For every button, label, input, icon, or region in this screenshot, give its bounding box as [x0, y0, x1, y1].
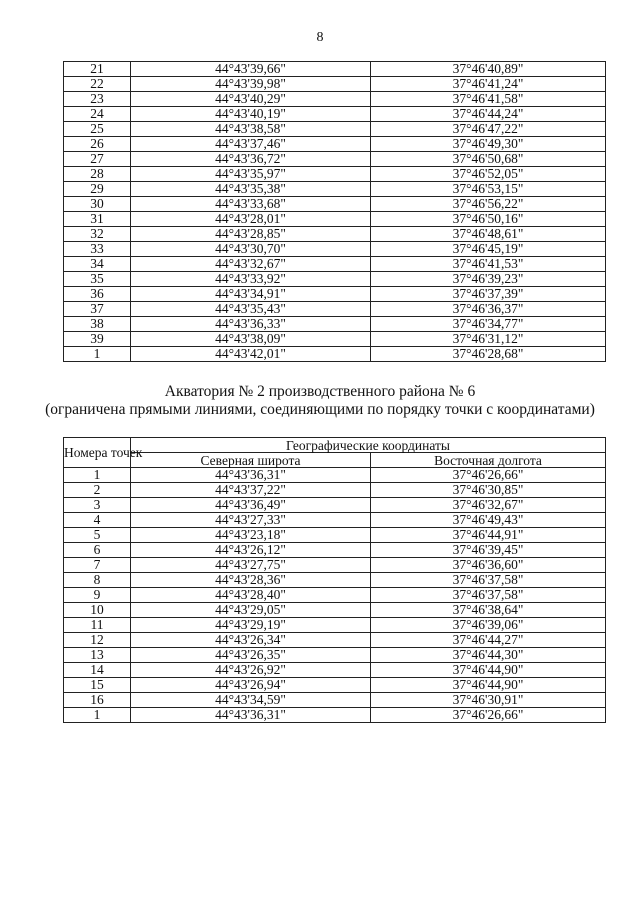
table-row: [64, 317, 606, 332]
latitude-cell: 44°43'33,92": [131, 272, 371, 287]
section-title: Акватория № 2 производственного района № 6: [164, 383, 476, 400]
latitude-cell: 44°43'35,38": [131, 182, 371, 197]
table-row: [64, 543, 606, 558]
longitude-cell: 37°46'30,85": [371, 483, 606, 498]
point-number-cell: 5: [64, 528, 131, 543]
longitude-cell: 37°46'30,91": [371, 693, 606, 708]
longitude-cell: 37°46'39,45": [371, 543, 606, 558]
coordinates-table-1: [63, 61, 606, 362]
longitude-cell: 37°46'52,05": [371, 167, 606, 182]
table-row: [64, 678, 606, 693]
latitude-cell: 44°43'30,70": [131, 242, 371, 257]
longitude-cell: 37°46'49,43": [371, 513, 606, 528]
latitude-cell: 44°43'28,40": [131, 588, 371, 603]
point-number-cell: 16: [64, 693, 131, 708]
longitude-cell: 37°46'39,06": [371, 618, 606, 633]
table-row: [64, 693, 606, 708]
header-east-longitude: Восточная долгота: [371, 453, 606, 468]
coordinates-table-1-body: [64, 62, 606, 362]
point-number-cell: 37: [64, 302, 131, 317]
point-number-cell: 1: [64, 468, 131, 483]
longitude-cell: 37°46'44,24": [371, 107, 606, 122]
longitude-cell: 37°46'50,68": [371, 152, 606, 167]
point-number-cell: 13: [64, 648, 131, 663]
longitude-cell: 37°46'44,91": [371, 528, 606, 543]
latitude-cell: 44°43'34,91": [131, 287, 371, 302]
latitude-cell: 44°43'42,01": [131, 347, 371, 362]
table-row: [64, 708, 606, 723]
point-number-cell: 4: [64, 513, 131, 528]
longitude-cell: 37°46'49,30": [371, 137, 606, 152]
latitude-cell: 44°43'27,75": [131, 558, 371, 573]
table-row: [64, 483, 606, 498]
point-number-cell: 24: [64, 107, 131, 122]
longitude-cell: 37°46'47,22": [371, 122, 606, 137]
page-number: 8: [316, 30, 324, 45]
longitude-cell: 37°46'45,19": [371, 242, 606, 257]
table-row: [64, 663, 606, 678]
longitude-cell: 37°46'40,89": [371, 62, 606, 77]
table-row: [64, 257, 606, 272]
latitude-cell: 44°43'36,49": [131, 498, 371, 513]
table-row: [64, 468, 606, 483]
point-number-cell: 1: [64, 347, 131, 362]
table-row: [64, 633, 606, 648]
point-number-cell: 7: [64, 558, 131, 573]
longitude-cell: 37°46'44,30": [371, 648, 606, 663]
longitude-cell: 37°46'31,12": [371, 332, 606, 347]
table-row: [64, 573, 606, 588]
latitude-cell: 44°43'26,12": [131, 543, 371, 558]
longitude-cell: 37°46'36,60": [371, 558, 606, 573]
table-row: [64, 332, 606, 347]
coordinates-table-2: [63, 437, 606, 723]
point-number-cell: 23: [64, 92, 131, 107]
latitude-cell: 44°43'26,92": [131, 663, 371, 678]
table-row: [64, 212, 606, 227]
latitude-cell: 44°43'28,01": [131, 212, 371, 227]
coordinates-table-2-body: [64, 468, 606, 723]
point-number-cell: 29: [64, 182, 131, 197]
table-row: [64, 77, 606, 92]
longitude-cell: 37°46'41,53": [371, 257, 606, 272]
latitude-cell: 44°43'28,36": [131, 573, 371, 588]
longitude-cell: 37°46'32,67": [371, 498, 606, 513]
table-row: [64, 588, 606, 603]
latitude-cell: 44°43'27,33": [131, 513, 371, 528]
table-row: [64, 603, 606, 618]
longitude-cell: 37°46'37,39": [371, 287, 606, 302]
latitude-cell: 44°43'36,31": [131, 708, 371, 723]
table-row: [64, 528, 606, 543]
longitude-cell: 37°46'44,90": [371, 678, 606, 693]
table-row: [64, 347, 606, 362]
header-geo-coordinates: Географические координаты: [131, 438, 606, 453]
table-row: [64, 62, 606, 77]
table-row: [64, 167, 606, 182]
point-number-cell: 30: [64, 197, 131, 212]
longitude-cell: 37°46'34,77": [371, 317, 606, 332]
point-number-cell: 6: [64, 543, 131, 558]
longitude-cell: 37°46'28,68": [371, 347, 606, 362]
latitude-cell: 44°43'40,29": [131, 92, 371, 107]
point-number-cell: 38: [64, 317, 131, 332]
coordinates-table-2-header: [64, 438, 606, 468]
point-number-cell: 3: [64, 498, 131, 513]
latitude-cell: 44°43'38,09": [131, 332, 371, 347]
point-number-cell: 9: [64, 588, 131, 603]
latitude-cell: 44°43'37,46": [131, 137, 371, 152]
latitude-cell: 44°43'33,68": [131, 197, 371, 212]
table-row: [64, 618, 606, 633]
longitude-cell: 37°46'50,16": [371, 212, 606, 227]
point-number-cell: 26: [64, 137, 131, 152]
table-row: [64, 137, 606, 152]
longitude-cell: 37°46'36,37": [371, 302, 606, 317]
table-row: [64, 227, 606, 242]
point-number-cell: 27: [64, 152, 131, 167]
longitude-cell: 37°46'37,58": [371, 588, 606, 603]
point-number-cell: 39: [64, 332, 131, 347]
latitude-cell: 44°43'39,66": [131, 62, 371, 77]
latitude-cell: 44°43'23,18": [131, 528, 371, 543]
header-north-latitude: Северная широта: [131, 453, 371, 468]
latitude-cell: 44°43'36,72": [131, 152, 371, 167]
longitude-cell: 37°46'26,66": [371, 468, 606, 483]
point-number-cell: 1: [64, 708, 131, 723]
point-number-cell: 2: [64, 483, 131, 498]
table-row: [64, 182, 606, 197]
latitude-cell: 44°43'39,98": [131, 77, 371, 92]
latitude-cell: 44°43'36,31": [131, 468, 371, 483]
point-number-cell: 14: [64, 663, 131, 678]
latitude-cell: 44°43'35,43": [131, 302, 371, 317]
latitude-cell: 44°43'29,05": [131, 603, 371, 618]
longitude-cell: 37°46'37,58": [371, 573, 606, 588]
table-row: [64, 648, 606, 663]
section-subtitle: (ограничена прямыми линиями, соединяющими по порядку точки с координатами): [45, 401, 595, 418]
point-number-cell: 33: [64, 242, 131, 257]
longitude-cell: 37°46'39,23": [371, 272, 606, 287]
table-row: [64, 498, 606, 513]
point-number-cell: 32: [64, 227, 131, 242]
table-row: [64, 558, 606, 573]
latitude-cell: 44°43'29,19": [131, 618, 371, 633]
table-row: [64, 107, 606, 122]
latitude-cell: 44°43'26,35": [131, 648, 371, 663]
latitude-cell: 44°43'40,19": [131, 107, 371, 122]
table-row: [64, 513, 606, 528]
latitude-cell: 44°43'35,97": [131, 167, 371, 182]
point-number-cell: 15: [64, 678, 131, 693]
latitude-cell: 44°43'34,59": [131, 693, 371, 708]
point-number-cell: 36: [64, 287, 131, 302]
point-number-cell: 12: [64, 633, 131, 648]
table-row: [64, 152, 606, 167]
latitude-cell: 44°43'37,22": [131, 483, 371, 498]
longitude-cell: 37°46'56,22": [371, 197, 606, 212]
longitude-cell: 37°46'38,64": [371, 603, 606, 618]
point-number-cell: 21: [64, 62, 131, 77]
table-row: [64, 242, 606, 257]
point-number-cell: 35: [64, 272, 131, 287]
longitude-cell: 37°46'41,24": [371, 77, 606, 92]
table-row: [64, 287, 606, 302]
point-number-cell: 11: [64, 618, 131, 633]
point-number-cell: 8: [64, 573, 131, 588]
longitude-cell: 37°46'44,27": [371, 633, 606, 648]
longitude-cell: 37°46'44,90": [371, 663, 606, 678]
point-number-cell: 28: [64, 167, 131, 182]
header-point-numbers: Номера точек: [64, 438, 131, 468]
point-number-cell: 22: [64, 77, 131, 92]
point-number-cell: 31: [64, 212, 131, 227]
table-row: [64, 272, 606, 287]
latitude-cell: 44°43'28,85": [131, 227, 371, 242]
table-row: [64, 197, 606, 212]
table-row: [64, 302, 606, 317]
latitude-cell: 44°43'38,58": [131, 122, 371, 137]
point-number-cell: 25: [64, 122, 131, 137]
longitude-cell: 37°46'53,15": [371, 182, 606, 197]
latitude-cell: 44°43'32,67": [131, 257, 371, 272]
table-row: [64, 122, 606, 137]
point-number-cell: 10: [64, 603, 131, 618]
longitude-cell: 37°46'41,58": [371, 92, 606, 107]
latitude-cell: 44°43'26,34": [131, 633, 371, 648]
latitude-cell: 44°43'36,33": [131, 317, 371, 332]
table-row: [64, 92, 606, 107]
longitude-cell: 37°46'26,66": [371, 708, 606, 723]
point-number-cell: 34: [64, 257, 131, 272]
longitude-cell: 37°46'48,61": [371, 227, 606, 242]
latitude-cell: 44°43'26,94": [131, 678, 371, 693]
